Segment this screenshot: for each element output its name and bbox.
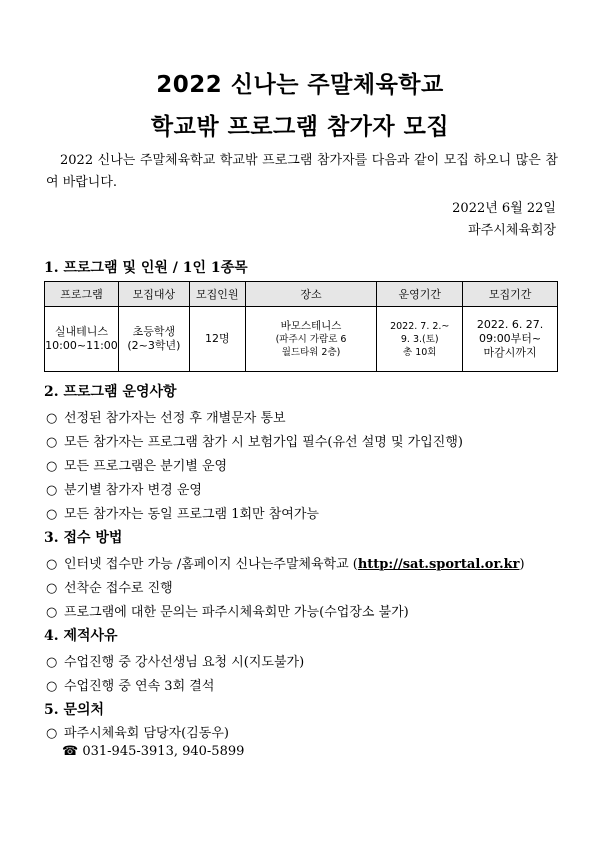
cell-recruit (463, 307, 558, 372)
section-5-heading: 5. 문의처 (44, 702, 105, 718)
table-row (45, 307, 558, 372)
col-header-period: 운영기간 (377, 282, 463, 307)
program-time: 10:00~11:00 (45, 339, 118, 352)
place-address-2: 월드타워 2층) (281, 346, 341, 358)
list-item: ○ 모든 프로그램은 분기별 운영 (46, 459, 228, 474)
bullet-icon: ○ (46, 435, 58, 450)
list-item: ○ 수업진행 중 연속 3회 결석 (46, 679, 215, 694)
bullet-icon: ○ (46, 557, 58, 572)
bullet-icon: ○ (46, 581, 58, 596)
list-item: ○ 인터넷 접수만 가능 /홈페이지 신나는주말체육학교 (http://sat.sportal.or.kr) (46, 557, 525, 572)
bullet-icon: ○ (46, 411, 58, 426)
table-header-row (45, 282, 558, 307)
target-grade: (2~3학년) (127, 339, 181, 352)
place-address-1: (파주시 가람로 6 (275, 333, 347, 345)
program-name: 실내테니스 (54, 325, 109, 338)
col-header-place: 장소 (245, 282, 377, 307)
bullet-icon: ○ (46, 459, 58, 474)
col-header-program: 프로그램 (45, 282, 119, 307)
homepage-link[interactable]: http://sat.sportal.or.kr (357, 557, 520, 572)
list-item: ○ 모든 참가자는 동일 프로그램 1회만 참여가능 (46, 507, 319, 522)
section-1-heading: 1. 프로그램 및 인원 / 1인 1종목 (44, 260, 248, 276)
contact-person: ○ 파주시체육회 담당자(김동우) (46, 726, 229, 741)
recruit-date: 2022. 6. 27. (476, 318, 544, 331)
list-item: ○ 수업진행 중 강사선생님 요청 시(지도불가) (46, 655, 305, 670)
cell-target (118, 307, 189, 372)
place-name: 바모스테니스 (280, 319, 342, 332)
bullet-icon: ○ (46, 679, 58, 694)
phone-number: 031-945-3913, 940-5899 (82, 744, 245, 759)
list-item: ○ 선착순 접수로 진행 (46, 581, 173, 596)
cell-count: 12명 (189, 307, 245, 372)
period-end: 9. 3.(토) (400, 333, 439, 345)
list-item: ○ 프로그램에 대한 문의는 파주시체육회만 가능(수업장소 불가) (46, 605, 409, 620)
program-table (44, 281, 558, 372)
section-4-heading: 4. 제적사유 (44, 628, 118, 644)
col-header-count: 모집인원 (189, 282, 245, 307)
list-item: ○ 모든 참가자는 프로그램 참가 시 보험가입 필수(유선 설명 및 가입진행) (46, 435, 463, 450)
intro-paragraph: 2022 신나는 주말체육학교 학교밖 프로그램 참가자를 다음과 같이 모집 하오니 많은 참여 바랍니다. (46, 153, 558, 190)
cell-program (45, 307, 119, 372)
bullet-icon: ○ (46, 655, 58, 670)
recruit-end: 마감시까지 (483, 346, 537, 359)
bullet-icon: ○ (46, 726, 58, 741)
bullet-icon: ○ (46, 507, 58, 522)
contact-phone (62, 744, 244, 759)
recruit-time: 09:00부터~ (478, 332, 542, 345)
col-header-recruit: 모집기간 (463, 282, 558, 307)
bullet-icon: ○ (46, 483, 58, 498)
cell-period (377, 307, 463, 372)
target-group: 초등학생 (132, 325, 176, 338)
cell-place (245, 307, 377, 372)
section-2-heading: 2. 프로그램 운영사항 (44, 384, 177, 400)
period-sessions: 총 10회 (403, 346, 437, 358)
list-item: ○ 분기별 참가자 변경 운영 (46, 483, 202, 498)
bullet-icon: ○ (46, 605, 58, 620)
section-3-heading: 3. 접수 방법 (44, 530, 123, 546)
col-header-target: 모집대상 (118, 282, 189, 307)
title-line-2: 학교밖 프로그램 참가자 모집 (150, 114, 450, 140)
period-start: 2022. 7. 2.~ (390, 320, 450, 332)
organizer: 파주시체육회장 (468, 223, 556, 238)
list-item: ○ 선정된 참가자는 선정 후 개별문자 통보 (46, 411, 286, 426)
phone-icon: ☎ (62, 744, 79, 759)
notice-date: 2022년 6월 22일 (452, 201, 556, 216)
title-line-1: 2022 신나는 주말체육학교 (156, 72, 444, 98)
